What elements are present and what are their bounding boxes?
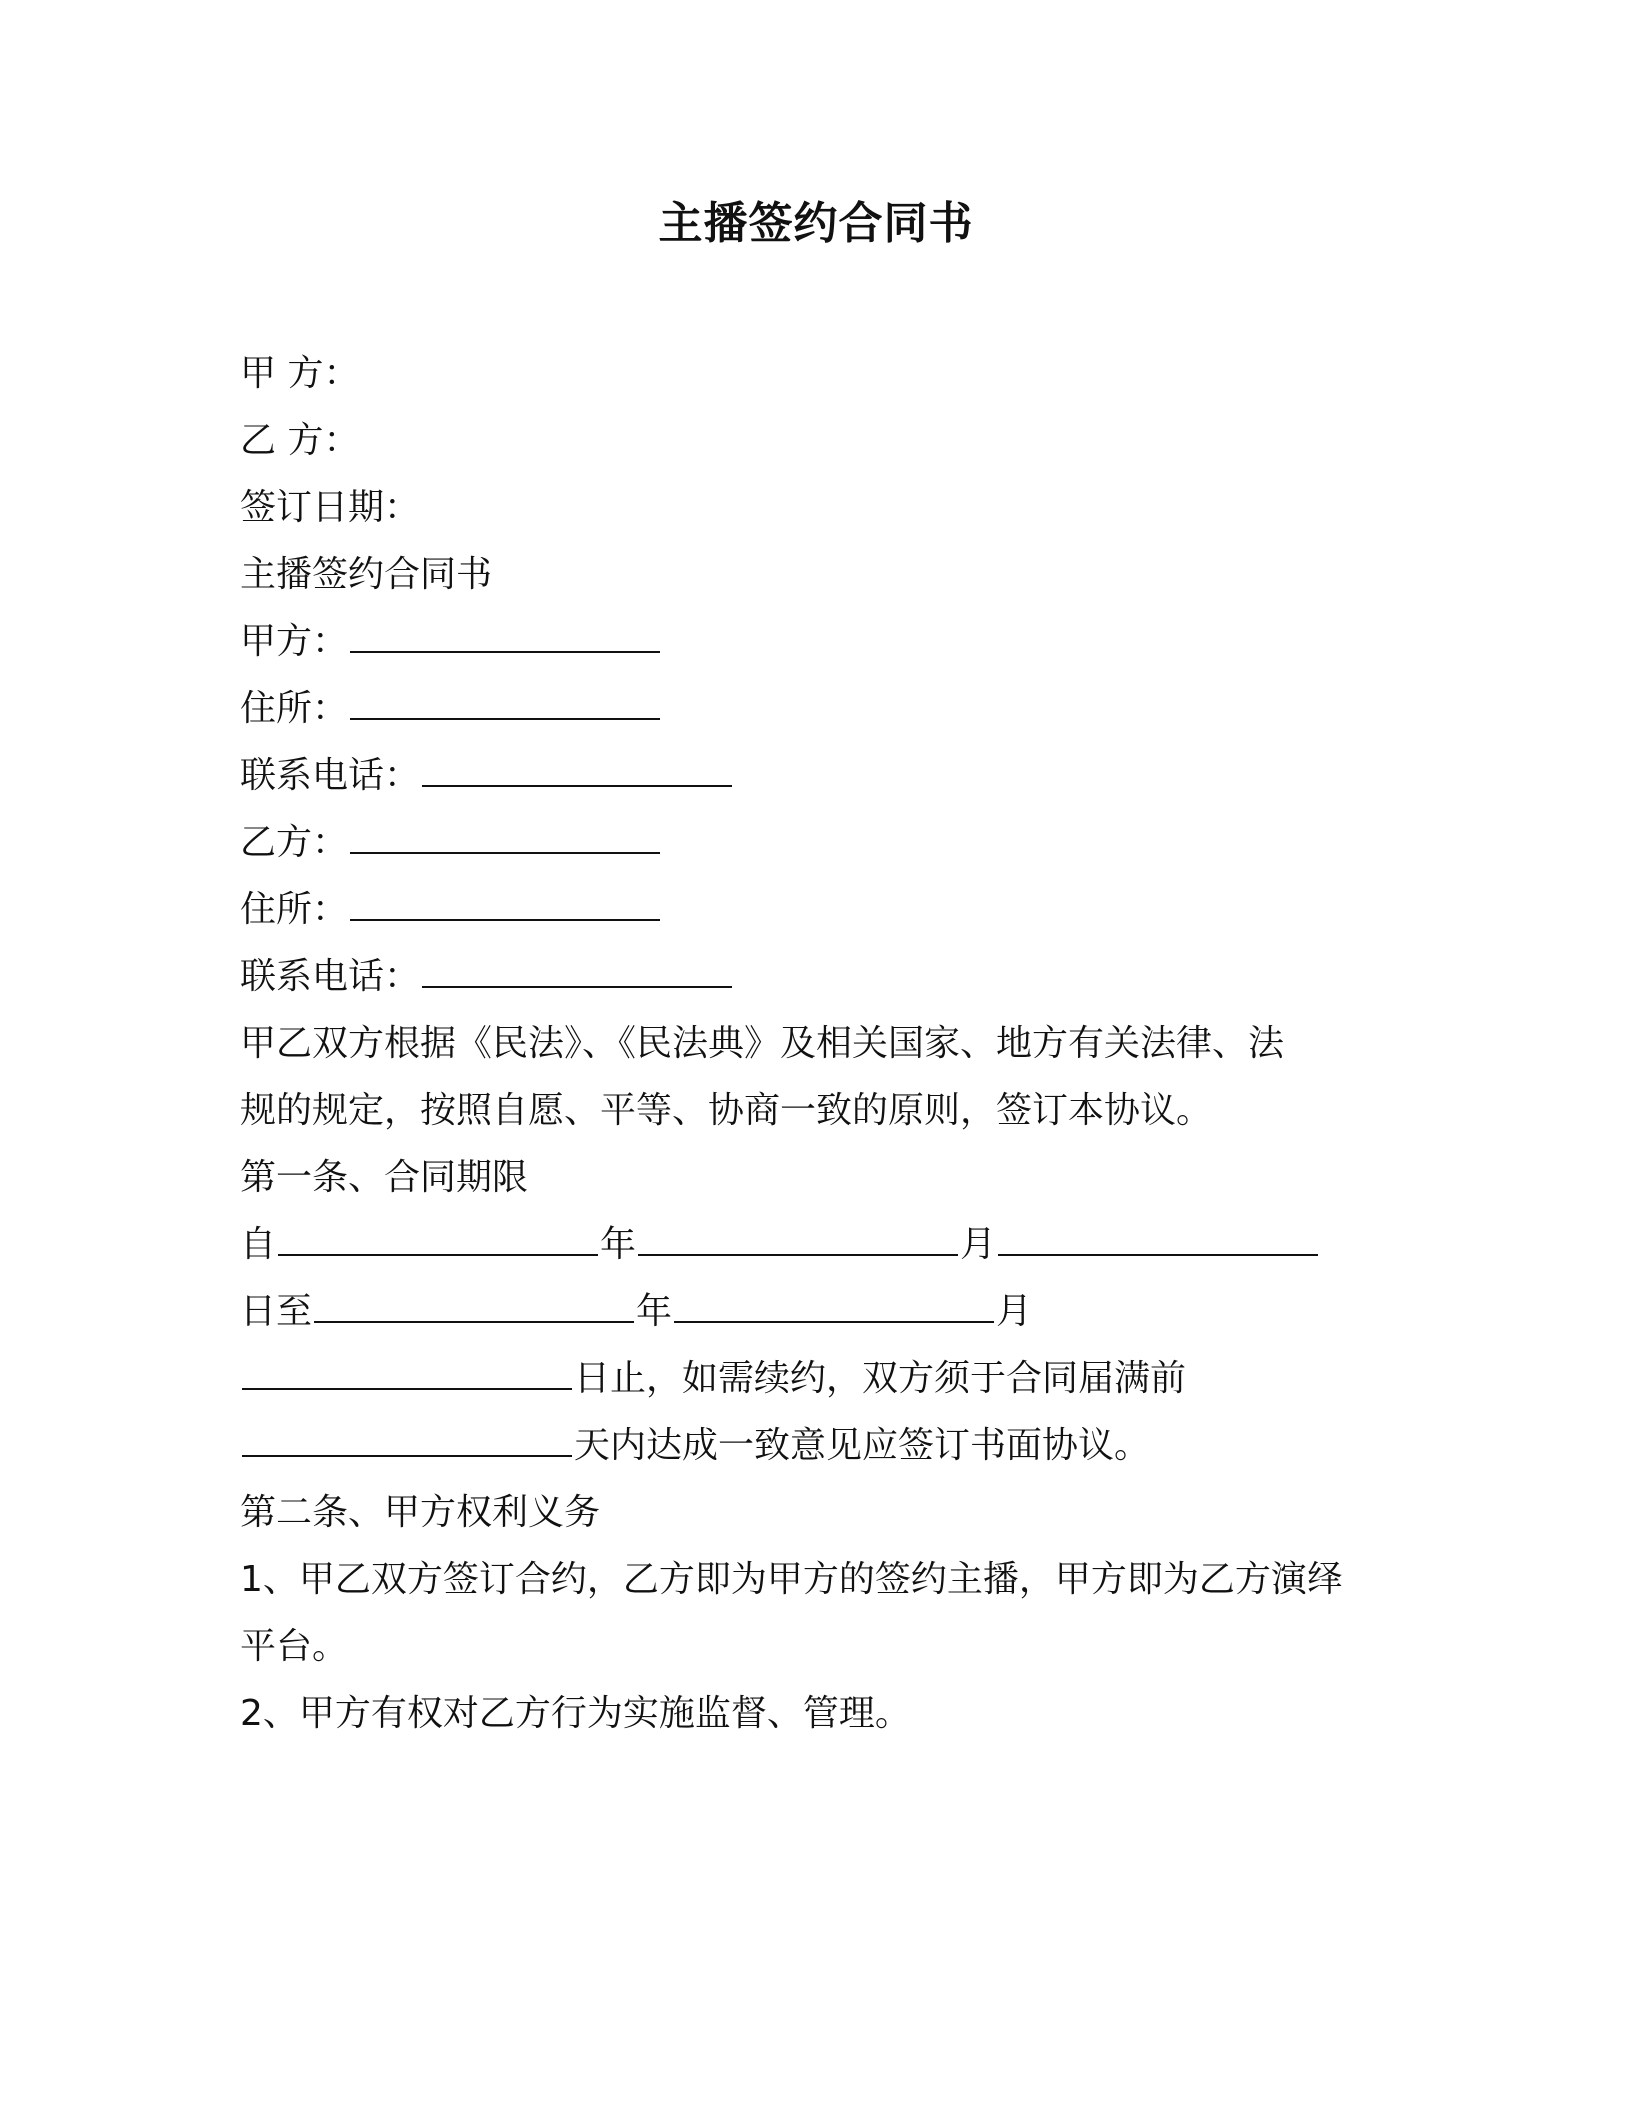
party-b-address-blank [350,885,660,921]
preamble-text-1: 甲乙双方根据《民法》、《民法典》及相关国家、地方有关法律、法 [240,1023,1285,1064]
party-a-name-blank [350,617,660,653]
term-start-year-blank [278,1220,598,1256]
party-a-name-row [240,608,1400,675]
term-start-month-blank [638,1220,958,1256]
article-1-term-row-4 [240,1412,1400,1479]
article-2-item-1-text-2: 平台。 [240,1626,349,1667]
article-2-item-1-text-1: 1、甲乙双方签订合约，乙方即为甲方的签约主播，甲方即为乙方演绎 [240,1559,1343,1600]
header-party-b-label: 乙 方： [240,420,360,461]
term-from-label: 自 [240,1224,277,1265]
term-days-text: 天内达成一致意见应签订书面协议。 [574,1425,1151,1466]
party-b-address-row [240,876,1400,943]
subtitle-text: 主播签约合同书 [240,554,493,595]
article-1-term-row-2 [240,1278,1400,1345]
preamble-text-2: 规的规定，按照自愿、平等、协商一致的原则，签订本协议。 [240,1090,1213,1131]
term-day-to-label: 日至 [240,1291,313,1332]
article-2-item-2 [240,1680,1400,1747]
party-a-phone-label: 联系电话： [240,755,421,796]
preamble-line-1 [240,1010,1400,1077]
party-b-name-row [240,809,1400,876]
term-day-end-text: 日止，如需续约，双方须于合同届满前 [574,1358,1187,1399]
party-a-address-row [240,675,1400,742]
party-b-name-label: 乙方： [240,822,349,863]
header-party-b [240,407,1400,474]
article-2-item-2-text: 2、甲方有权对乙方行为实施监督、管理。 [240,1693,911,1734]
header-party-a [240,340,1400,407]
article-2-item-1-line-2 [240,1613,1400,1680]
article-2-item-1-line-1 [240,1546,1400,1613]
document-title: 主播签约合同书 [658,198,974,249]
term-end-year-blank [314,1287,634,1323]
header-sign-date [240,474,1400,541]
article-1-heading-text: 第一条、合同期限 [240,1157,529,1198]
party-a-address-label: 住所： [240,688,349,729]
party-b-phone-label: 联系电话： [240,956,421,997]
party-b-address-label: 住所： [240,889,349,930]
subtitle [240,541,1400,608]
term-start-day-blank [998,1220,1318,1256]
document-body [240,340,1400,1747]
article-2-heading-text: 第二条、甲方权利义务 [240,1492,601,1533]
party-a-phone-row [240,742,1400,809]
header-party-a-label: 甲 方： [240,353,360,394]
term-renew-days-blank [242,1421,572,1457]
article-1-term-row-1 [240,1211,1400,1278]
preamble-line-2 [240,1077,1400,1144]
header-sign-date-label: 签订日期： [240,487,421,528]
party-a-address-blank [350,684,660,720]
party-b-phone-blank [422,952,732,988]
article-1-term-row-3 [240,1345,1400,1412]
term-year2-label: 年 [636,1291,673,1332]
term-month2-label: 月 [996,1291,1033,1332]
article-2-heading [240,1479,1400,1546]
article-1-heading [240,1144,1400,1211]
term-month-label: 月 [960,1224,997,1265]
term-end-month-blank [674,1287,994,1323]
party-a-name-label: 甲方： [240,621,349,662]
party-b-phone-row [240,943,1400,1010]
term-end-day-blank [242,1354,572,1390]
term-year-label: 年 [600,1224,637,1265]
party-a-phone-blank [422,751,732,787]
party-b-name-blank [350,818,660,854]
